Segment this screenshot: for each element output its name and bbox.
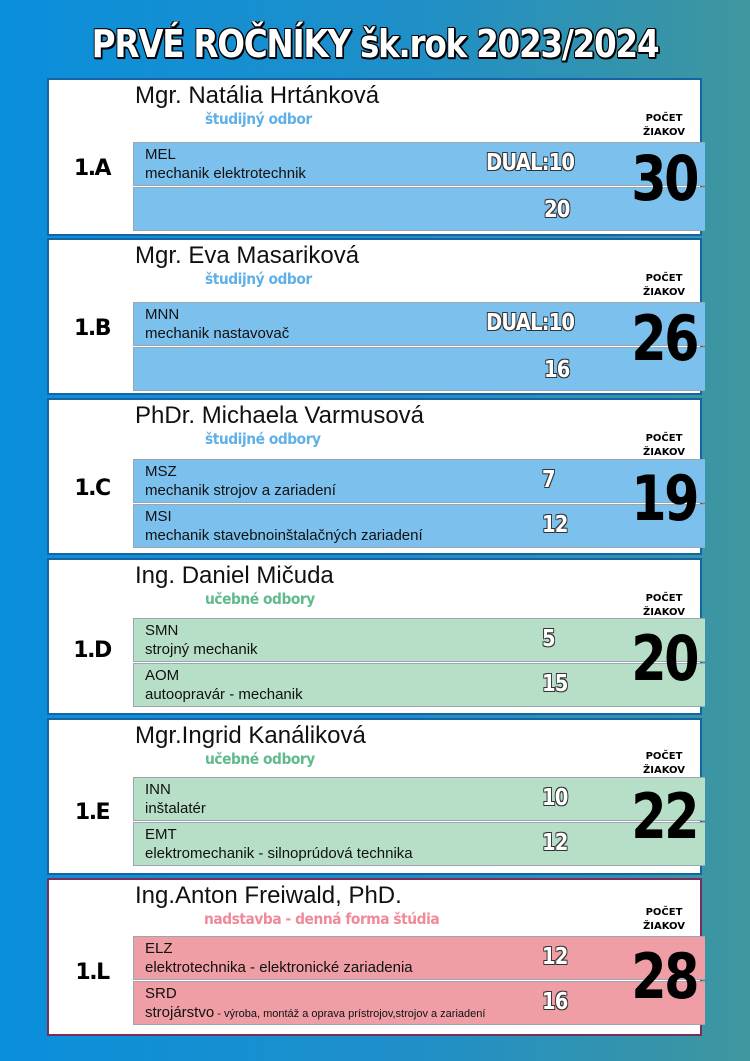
teacher-name: Mgr. Natália Hrtánková [135,82,380,109]
field-type-label: učebné odbory [205,590,315,608]
program-row [133,187,705,231]
program-row [133,981,705,1025]
program-count: DUAL:10 [486,150,575,176]
class-panel-1e [47,718,702,875]
teacher-name: Ing.Anton Freiwald, PhD. [135,882,402,909]
program-row [133,936,705,980]
program-count: 15 [542,671,568,697]
program-row [133,618,705,662]
program-code: ELZ [145,940,173,957]
page-title: PRVÉ ROČNÍKY šk.rok 2023/2024 [91,22,659,66]
total-count: 19 [631,462,698,535]
class-panel-1d [47,558,702,715]
program-name: inštalatér [145,800,206,817]
field-type-label: študijné odbory [205,430,321,448]
program-name: autoopravár - mechanik [145,686,303,703]
program-row [133,777,705,821]
class-panel-1a [47,78,702,236]
count-heading: POČET ŽIAKOV [643,907,685,932]
total-count: 22 [631,780,698,853]
program-row [133,142,705,186]
program-code: AOM [145,667,180,684]
program-code: SRD [145,985,177,1002]
program-count: 12 [542,944,568,970]
program-row [133,822,705,866]
program-code: MNN [145,306,180,323]
program-code: SMN [145,622,179,639]
count-heading: POČET ŽIAKOV [643,433,685,458]
class-label: 1.C [74,476,110,501]
teacher-name: PhDr. Michaela Varmusová [135,402,425,429]
program-name: mechanik strojov a zariadení [145,482,336,499]
teacher-name: Ing. Daniel Mičuda [135,562,334,589]
program-name: elektromechanik - silnoprúdová technika [145,845,413,862]
program-name: mechanik elektrotechnik [145,165,306,182]
class-panel-1l [47,878,702,1036]
total-count: 28 [631,940,698,1013]
class-panel-1b [47,238,702,395]
program-code: MSZ [145,463,177,480]
total-count: 26 [631,302,698,375]
class-panel-1c [47,398,702,555]
program-count: 16 [542,989,568,1015]
program-code: MSI [145,508,172,525]
teacher-name: Mgr. Eva Masariková [135,242,360,269]
class-label: 1.B [74,316,110,341]
count-heading: POČET ŽIAKOV [643,751,685,776]
program-name: strojný mechanik [145,641,258,658]
program-count: 10 [542,785,568,811]
program-row [133,302,705,346]
field-type-label: učebné odbory [205,750,315,768]
program-count: 16 [544,357,570,383]
field-type-label: nadstavba - denná forma štúdia [204,910,440,928]
program-code: EMT [145,826,177,843]
program-name: strojárstvo - výroba, montáž a oprava prístrojov,strojov a zariadení [145,1004,486,1021]
total-count: 20 [631,622,698,695]
program-count: 20 [544,197,570,223]
program-row [133,347,705,391]
program-name: elektrotechnika - elektronické zariadenia [145,959,413,976]
field-type-label: študijný odbor [205,270,312,288]
program-count: DUAL:10 [486,310,575,336]
class-label: 1.L [75,960,109,985]
program-code: INN [145,781,171,798]
program-count: 5 [542,626,555,652]
class-label: 1.D [73,638,111,663]
program-count: 12 [542,512,568,538]
program-name: mechanik nastavovač [145,325,290,342]
class-label: 1.E [74,800,110,825]
class-label: 1.A [73,156,111,181]
count-heading: POČET ŽIAKOV [643,593,685,618]
count-heading: POČET ŽIAKOV [643,113,685,138]
program-count: 7 [542,467,555,493]
teacher-name: Mgr.Ingrid Kanáliková [135,722,366,749]
count-heading: POČET ŽIAKOV [643,273,685,298]
total-count: 30 [631,142,698,215]
program-code: MEL [145,146,176,163]
field-type-label: študijný odbor [205,110,312,128]
program-row [133,504,705,548]
program-name: mechanik stavebnoinštalačných zariadení [145,527,423,544]
program-row [133,663,705,707]
program-count: 12 [542,830,568,856]
program-row [133,459,705,503]
